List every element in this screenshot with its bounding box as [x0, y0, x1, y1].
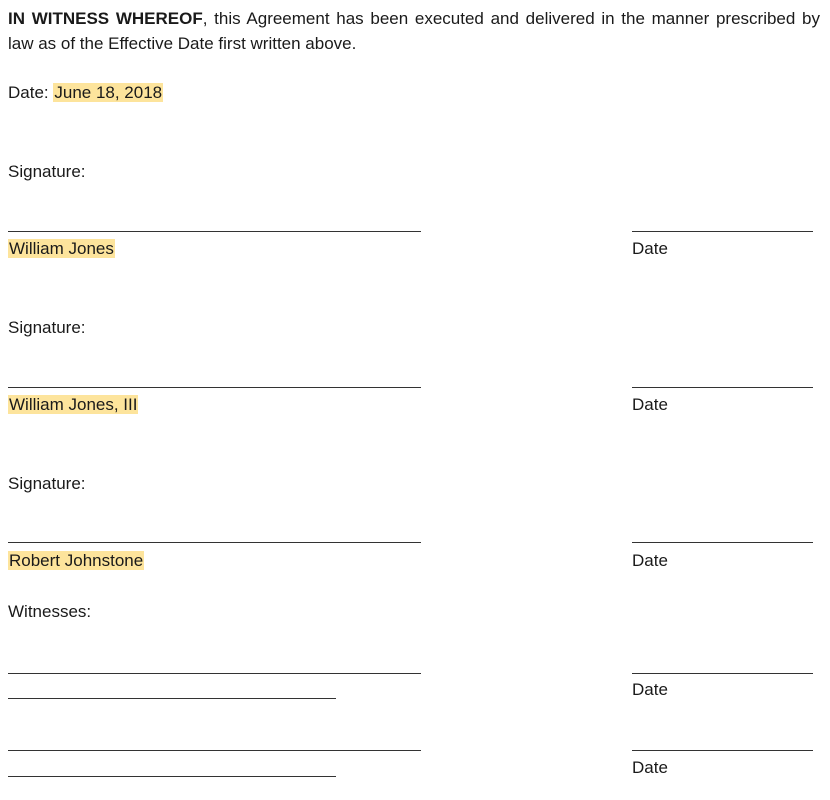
signature-line-1[interactable] [8, 231, 421, 232]
date-caption-3: Date [632, 551, 668, 570]
witness-clause-bold: IN WITNESS WHEREOF [8, 9, 203, 28]
witness-clause [8, 6, 820, 56]
signature-line-3[interactable] [8, 542, 421, 543]
date-line-3[interactable] [632, 542, 813, 543]
witness-date-caption-2: Date [632, 758, 668, 777]
witness-date-line-2[interactable] [632, 750, 813, 751]
date-line-1[interactable] [632, 231, 813, 232]
date-label: Date: [8, 83, 54, 102]
witness-signature-line-1[interactable] [8, 673, 421, 674]
signature-line-2[interactable] [8, 387, 421, 388]
date-caption-1: Date [632, 239, 668, 258]
witness-name-line-1[interactable] [8, 698, 336, 699]
signature-label-1: Signature: [8, 162, 86, 181]
witness-clause-text: , this Agreement has been executed and delivered in the manner prescribed by law as of the Effective Date first written above. [8, 9, 821, 53]
witness-date-caption-1: Date [632, 680, 668, 699]
witnesses-label: Witnesses: [8, 602, 92, 621]
date-caption-2: Date [632, 395, 668, 414]
signature-label-3: Signature: [8, 474, 86, 493]
agreement-date [8, 83, 163, 103]
witness-date-line-1[interactable] [632, 673, 813, 674]
date-value: June 18, 2018 [54, 83, 163, 102]
signatory-name-3: Robert Johnstone [9, 551, 144, 570]
signatory-name-2: William Jones, III [9, 395, 138, 414]
date-line-2[interactable] [632, 387, 813, 388]
witness-name-line-2[interactable] [8, 776, 336, 777]
signatory-name-1: William Jones [9, 239, 114, 258]
witness-signature-line-2[interactable] [8, 750, 421, 751]
signature-label-2: Signature: [8, 318, 86, 337]
